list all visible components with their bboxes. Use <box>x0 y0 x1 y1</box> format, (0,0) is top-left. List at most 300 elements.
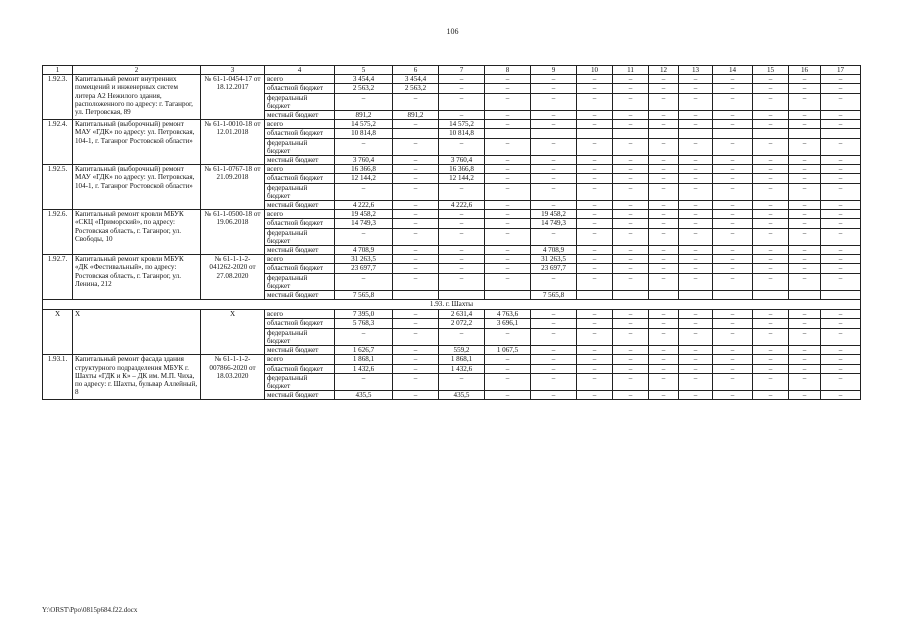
amount-cell: – <box>649 201 679 210</box>
amount-cell: – <box>531 310 577 319</box>
amount-cell: – <box>485 75 531 84</box>
amount-cell: – <box>753 255 789 264</box>
amount-cell: 1 868,1 <box>335 355 393 364</box>
amount-cell: – <box>531 174 577 183</box>
municipality-row <box>43 300 861 310</box>
amount-cell: – <box>393 165 439 174</box>
amount-cell: – <box>789 174 821 183</box>
amount-cell <box>789 291 821 300</box>
funding-source: федеральный бюджет <box>265 93 335 110</box>
amount-cell: 4 222,6 <box>439 201 485 210</box>
amount-cell: – <box>577 138 613 155</box>
amount-cell: – <box>679 355 713 364</box>
amount-cell: – <box>821 228 861 245</box>
amount-cell: – <box>613 165 649 174</box>
column-header: 6 <box>393 66 439 75</box>
amount-cell: – <box>485 246 531 255</box>
amount-cell: – <box>821 201 861 210</box>
item-number: Х <box>43 310 73 355</box>
amount-cell: – <box>439 111 485 120</box>
funding-source: областной бюджет <box>265 264 335 273</box>
column-header: 16 <box>789 66 821 75</box>
amount-cell: – <box>713 228 753 245</box>
funding-source: местный бюджет <box>265 201 335 210</box>
item-name: Капитальный ремонт внутренних помещений и инженерных систем литера А2 Нежилого здания, расположенного по адресу: г. Таганрог, ул. Петровская, 89 <box>73 75 201 120</box>
column-header: 8 <box>485 66 531 75</box>
item-name: Капитальный (выборочный) ремонт МАУ «ГДК» по адресу: ул. Петровская, 104-1, г. Таганрог Ростовской области» <box>73 165 201 210</box>
amount-cell: – <box>439 328 485 345</box>
amount-cell: – <box>613 255 649 264</box>
amount-cell: – <box>485 391 531 400</box>
amount-cell: – <box>821 246 861 255</box>
amount-cell: – <box>713 210 753 219</box>
amount-cell: – <box>713 156 753 165</box>
amount-cell: – <box>531 120 577 129</box>
amount-cell: – <box>485 373 531 390</box>
amount-cell: – <box>577 84 613 93</box>
amount-cell: – <box>577 273 613 290</box>
amount-cell: – <box>531 183 577 200</box>
amount-cell: – <box>393 328 439 345</box>
file-path-footer: Y:\ORST\Ppo\0815p684.f22.docx <box>42 606 138 614</box>
amount-cell: – <box>753 228 789 245</box>
amount-cell: – <box>485 174 531 183</box>
amount-cell: – <box>613 75 649 84</box>
amount-cell: – <box>393 273 439 290</box>
amount-cell <box>713 129 753 138</box>
amount-cell: 7 565,8 <box>531 291 577 300</box>
amount-cell <box>649 129 679 138</box>
amount-cell: – <box>789 201 821 210</box>
amount-cell: – <box>679 310 713 319</box>
item-name: Капитальный (выборочный) ремонт МАУ «ГДК» по адресу: ул. Петровская, 104-1, г. Таганрог Ростовской области» <box>73 120 201 165</box>
amount-cell: – <box>335 183 393 200</box>
column-header: 9 <box>531 66 577 75</box>
amount-cell: – <box>531 75 577 84</box>
funding-source: местный бюджет <box>265 391 335 400</box>
amount-cell: – <box>393 120 439 129</box>
amount-cell: 2 563,2 <box>393 84 439 93</box>
amount-cell: 3 454,4 <box>335 75 393 84</box>
funding-source: областной бюджет <box>265 219 335 228</box>
amount-cell: – <box>577 328 613 345</box>
amount-cell: – <box>613 138 649 155</box>
item-name: Х <box>73 310 201 355</box>
column-number-row <box>43 66 861 75</box>
amount-cell: 7 565,8 <box>335 291 393 300</box>
amount-cell: – <box>613 228 649 245</box>
item-number: 1.93.1. <box>43 355 73 400</box>
amount-cell: 7 395,0 <box>335 310 393 319</box>
amount-cell: 2 563,2 <box>335 84 393 93</box>
amount-cell: – <box>393 364 439 373</box>
funding-source: местный бюджет <box>265 246 335 255</box>
amount-cell: – <box>613 328 649 345</box>
funding-source: всего <box>265 210 335 219</box>
amount-cell: – <box>713 391 753 400</box>
amount-cell: – <box>821 364 861 373</box>
amount-cell: – <box>439 273 485 290</box>
funding-source: всего <box>265 255 335 264</box>
amount-cell: – <box>485 364 531 373</box>
amount-cell: – <box>679 391 713 400</box>
amount-cell: – <box>821 319 861 328</box>
amount-cell: – <box>789 111 821 120</box>
amount-cell: – <box>393 174 439 183</box>
table-row <box>43 255 861 264</box>
amount-cell: – <box>649 75 679 84</box>
amount-cell: – <box>439 228 485 245</box>
amount-cell: – <box>531 111 577 120</box>
amount-cell: 3 760,4 <box>335 156 393 165</box>
amount-cell: – <box>789 165 821 174</box>
amount-cell: – <box>789 93 821 110</box>
amount-cell: 3 454,4 <box>393 75 439 84</box>
funding-source: областной бюджет <box>265 174 335 183</box>
amount-cell: – <box>393 391 439 400</box>
amount-cell: 1 432,6 <box>335 364 393 373</box>
amount-cell: – <box>577 355 613 364</box>
amount-cell: – <box>577 255 613 264</box>
funding-source: областной бюджет <box>265 129 335 138</box>
funding-source: федеральный бюджет <box>265 183 335 200</box>
amount-cell: – <box>679 84 713 93</box>
amount-cell: – <box>613 264 649 273</box>
funding-source: федеральный бюджет <box>265 273 335 290</box>
amount-cell: – <box>679 219 713 228</box>
amount-cell: – <box>577 93 613 110</box>
item-number: 1.92.3. <box>43 75 73 120</box>
amount-cell: – <box>713 264 753 273</box>
amount-cell: – <box>789 346 821 355</box>
amount-cell: 31 263,5 <box>335 255 393 264</box>
amount-cell: – <box>577 111 613 120</box>
amount-cell: 16 366,8 <box>439 165 485 174</box>
amount-cell: – <box>649 120 679 129</box>
amount-cell: – <box>485 183 531 200</box>
amount-cell: – <box>753 219 789 228</box>
amount-cell: – <box>649 328 679 345</box>
amount-cell: – <box>531 328 577 345</box>
amount-cell: – <box>789 328 821 345</box>
amount-cell: – <box>789 156 821 165</box>
funding-source: всего <box>265 355 335 364</box>
amount-cell: – <box>393 156 439 165</box>
amount-cell: – <box>713 75 753 84</box>
document-number: Х <box>201 310 265 355</box>
amount-cell: 23 697,7 <box>335 264 393 273</box>
amount-cell: – <box>531 201 577 210</box>
amount-cell: – <box>713 93 753 110</box>
document-number: № 61-1-1-2-041262-2020 от 27.08.2020 <box>201 255 265 300</box>
amount-cell: – <box>789 228 821 245</box>
amount-cell: – <box>649 391 679 400</box>
amount-cell: – <box>577 391 613 400</box>
amount-cell <box>789 129 821 138</box>
amount-cell: – <box>577 319 613 328</box>
amount-cell: – <box>531 228 577 245</box>
amount-cell <box>713 291 753 300</box>
amount-cell: – <box>485 219 531 228</box>
funding-source: федеральный бюджет <box>265 228 335 245</box>
amount-cell: – <box>679 210 713 219</box>
table-row <box>43 75 861 84</box>
amount-cell: – <box>577 75 613 84</box>
amount-cell: 1 067,5 <box>485 346 531 355</box>
amount-cell: – <box>613 183 649 200</box>
amount-cell: – <box>753 264 789 273</box>
amount-cell: – <box>649 310 679 319</box>
amount-cell: – <box>531 373 577 390</box>
amount-cell: – <box>439 246 485 255</box>
amount-cell: – <box>679 174 713 183</box>
amount-cell <box>613 129 649 138</box>
amount-cell: – <box>821 346 861 355</box>
amount-cell <box>485 129 531 138</box>
amount-cell: – <box>789 364 821 373</box>
amount-cell: – <box>613 174 649 183</box>
amount-cell: 12 144,2 <box>439 174 485 183</box>
amount-cell: – <box>439 138 485 155</box>
amount-cell: 4 763,6 <box>485 310 531 319</box>
amount-cell: – <box>485 210 531 219</box>
amount-cell: – <box>821 111 861 120</box>
amount-cell: – <box>753 373 789 390</box>
amount-cell: – <box>439 210 485 219</box>
amount-cell: – <box>613 273 649 290</box>
amount-cell: – <box>821 75 861 84</box>
funding-source: областной бюджет <box>265 84 335 93</box>
amount-cell: – <box>485 273 531 290</box>
column-header: 1 <box>43 66 73 75</box>
amount-cell: – <box>577 364 613 373</box>
amount-cell: – <box>821 174 861 183</box>
amount-cell: – <box>821 328 861 345</box>
amount-cell: – <box>485 111 531 120</box>
amount-cell: – <box>649 346 679 355</box>
amount-cell: – <box>713 373 753 390</box>
amount-cell: – <box>649 183 679 200</box>
amount-cell: – <box>713 219 753 228</box>
amount-cell: – <box>821 391 861 400</box>
amount-cell: – <box>335 328 393 345</box>
amount-cell: – <box>613 111 649 120</box>
column-header: 11 <box>613 66 649 75</box>
item-number: 1.92.4. <box>43 120 73 165</box>
amount-cell: – <box>577 174 613 183</box>
amount-cell: 4 222,6 <box>335 201 393 210</box>
column-header: 14 <box>713 66 753 75</box>
table-row <box>43 165 861 174</box>
amount-cell: – <box>789 319 821 328</box>
amount-cell: 5 768,3 <box>335 319 393 328</box>
amount-cell: – <box>753 355 789 364</box>
amount-cell: – <box>577 156 613 165</box>
amount-cell: – <box>679 138 713 155</box>
amount-cell: – <box>393 93 439 110</box>
amount-cell: – <box>531 138 577 155</box>
amount-cell: – <box>821 183 861 200</box>
amount-cell: – <box>393 264 439 273</box>
funding-source: местный бюджет <box>265 111 335 120</box>
amount-cell: – <box>439 255 485 264</box>
amount-cell: – <box>335 93 393 110</box>
amount-cell: – <box>753 346 789 355</box>
amount-cell: 3 760,4 <box>439 156 485 165</box>
amount-cell: 16 366,8 <box>335 165 393 174</box>
amount-cell: – <box>649 273 679 290</box>
amount-cell: 14 749,3 <box>335 219 393 228</box>
amount-cell: – <box>531 319 577 328</box>
amount-cell: – <box>649 319 679 328</box>
amount-cell: – <box>753 364 789 373</box>
amount-cell: – <box>613 246 649 255</box>
amount-cell: – <box>577 219 613 228</box>
amount-cell: – <box>821 255 861 264</box>
amount-cell: – <box>577 346 613 355</box>
amount-cell: – <box>753 138 789 155</box>
amount-cell: 10 814,8 <box>439 129 485 138</box>
amount-cell: – <box>531 364 577 373</box>
amount-cell: – <box>679 264 713 273</box>
amount-cell: – <box>713 183 753 200</box>
amount-cell: – <box>393 201 439 210</box>
amount-cell: – <box>393 355 439 364</box>
funding-source: всего <box>265 165 335 174</box>
amount-cell: – <box>439 183 485 200</box>
amount-cell: – <box>577 120 613 129</box>
funding-source: всего <box>265 120 335 129</box>
amount-cell: – <box>613 219 649 228</box>
document-number: № 61-1-0500-18 от 19.06.2018 <box>201 210 265 255</box>
funding-source: областной бюджет <box>265 319 335 328</box>
amount-cell: – <box>531 273 577 290</box>
column-header: 3 <box>201 66 265 75</box>
amount-cell: – <box>393 138 439 155</box>
amount-cell: – <box>679 346 713 355</box>
amount-cell: – <box>335 273 393 290</box>
document-number: № 61-1-0010-18 от 12.01.2018 <box>201 120 265 165</box>
amount-cell: 435,5 <box>439 391 485 400</box>
amount-cell: – <box>613 310 649 319</box>
amount-cell: – <box>753 328 789 345</box>
amount-cell: – <box>821 310 861 319</box>
amount-cell: – <box>577 246 613 255</box>
funding-source: всего <box>265 75 335 84</box>
amount-cell: 10 814,8 <box>335 129 393 138</box>
amount-cell: – <box>649 355 679 364</box>
amount-cell: – <box>439 373 485 390</box>
amount-cell: – <box>821 84 861 93</box>
amount-cell <box>753 129 789 138</box>
column-header: 10 <box>577 66 613 75</box>
amount-cell: – <box>393 210 439 219</box>
amount-cell: – <box>753 310 789 319</box>
amount-cell: – <box>753 183 789 200</box>
amount-cell: – <box>821 165 861 174</box>
amount-cell: – <box>679 364 713 373</box>
amount-cell: – <box>649 111 679 120</box>
amount-cell: – <box>789 264 821 273</box>
amount-cell: – <box>439 264 485 273</box>
amount-cell: – <box>649 210 679 219</box>
amount-cell <box>577 129 613 138</box>
amount-cell: – <box>753 93 789 110</box>
amount-cell: – <box>789 84 821 93</box>
amount-cell: – <box>577 201 613 210</box>
funding-source: местный бюджет <box>265 346 335 355</box>
amount-cell: – <box>789 75 821 84</box>
amount-cell: – <box>531 346 577 355</box>
amount-cell: – <box>789 138 821 155</box>
amount-cell: – <box>649 246 679 255</box>
amount-cell: – <box>821 138 861 155</box>
amount-cell: – <box>713 138 753 155</box>
amount-cell: 12 144,2 <box>335 174 393 183</box>
document-number: № 61-1-1-2-007866-2020 от 18.03.2020 <box>201 355 265 400</box>
amount-cell: – <box>679 246 713 255</box>
funding-source: областной бюджет <box>265 364 335 373</box>
amount-cell: 14 575,2 <box>335 120 393 129</box>
amount-cell: – <box>821 219 861 228</box>
amount-cell: – <box>485 228 531 245</box>
amount-cell: – <box>713 355 753 364</box>
amount-cell: – <box>821 93 861 110</box>
funding-source: местный бюджет <box>265 291 335 300</box>
amount-cell: – <box>753 201 789 210</box>
amount-cell: – <box>789 219 821 228</box>
amount-cell: – <box>753 391 789 400</box>
amount-cell <box>821 291 861 300</box>
amount-cell: – <box>753 156 789 165</box>
amount-cell: – <box>649 156 679 165</box>
amount-cell: – <box>649 219 679 228</box>
item-number: 1.92.6. <box>43 210 73 255</box>
amount-cell: – <box>485 264 531 273</box>
amount-cell: 4 708,9 <box>531 246 577 255</box>
item-number: 1.92.5. <box>43 165 73 210</box>
column-header: 5 <box>335 66 393 75</box>
amount-cell: – <box>789 273 821 290</box>
amount-cell <box>821 129 861 138</box>
amount-cell: – <box>485 201 531 210</box>
amount-cell: – <box>713 255 753 264</box>
amount-cell: – <box>485 156 531 165</box>
amount-cell: – <box>713 346 753 355</box>
amount-cell: – <box>713 120 753 129</box>
amount-cell: – <box>649 364 679 373</box>
amount-cell: – <box>613 201 649 210</box>
amount-cell: – <box>531 84 577 93</box>
amount-cell: – <box>577 183 613 200</box>
amount-cell: 4 708,9 <box>335 246 393 255</box>
amount-cell: – <box>613 391 649 400</box>
amount-cell: – <box>577 264 613 273</box>
amount-cell: – <box>393 310 439 319</box>
amount-cell: – <box>393 228 439 245</box>
amount-cell: – <box>679 93 713 110</box>
amount-cell: – <box>679 328 713 345</box>
amount-cell: 3 696,1 <box>485 319 531 328</box>
amount-cell: – <box>531 355 577 364</box>
amount-cell: – <box>393 346 439 355</box>
amount-cell: – <box>393 255 439 264</box>
amount-cell: – <box>713 174 753 183</box>
amount-cell: – <box>577 165 613 174</box>
amount-cell: – <box>821 355 861 364</box>
amount-cell: – <box>393 246 439 255</box>
amount-cell: – <box>679 273 713 290</box>
